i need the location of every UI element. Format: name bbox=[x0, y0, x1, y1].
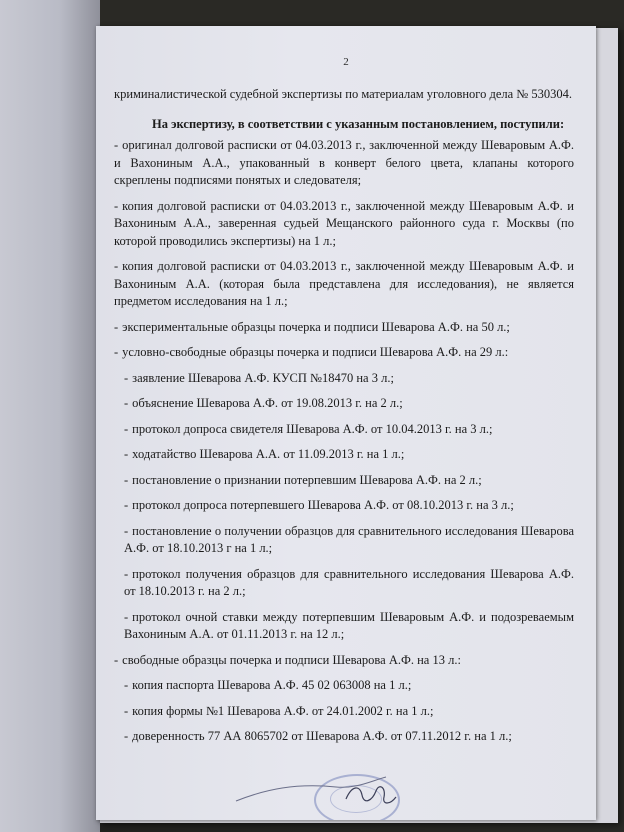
list-dash: - bbox=[124, 498, 129, 512]
signature-stroke-2 bbox=[346, 787, 396, 803]
list-item bbox=[114, 472, 574, 490]
list-dash: - bbox=[124, 703, 129, 718]
list-item-text: копия паспорта Шеварова А.Ф. 45 02 063008 на 1 л.; bbox=[132, 678, 412, 692]
signature-mark bbox=[226, 761, 426, 820]
list-item-text: условно-свободные образцы почерка и подписи Шеварова А.Ф. на 29 л.: bbox=[122, 345, 509, 359]
list-item bbox=[114, 344, 574, 362]
materials-list bbox=[114, 137, 574, 746]
list-dash: - bbox=[114, 259, 119, 273]
page-number: 2 bbox=[343, 56, 349, 68]
list-item bbox=[114, 137, 574, 190]
document-content bbox=[114, 86, 574, 754]
document-page bbox=[96, 26, 596, 820]
list-item-text: постановление о получении образцов для сравнительного исследования Шеварова А.Ф. от 18.10.2013 г на 1 л.; bbox=[124, 523, 574, 555]
list-item-text: протокол очной ставки между потерпевшим Шеваровым А.Ф. и подозреваемым Вахониным А.А. от 01.11.2013 г. на 12 л.; bbox=[124, 609, 574, 641]
list-item-text: протокол получения образцов для сравнительного исследования Шеварова А.Ф. от 18.10.2013 г. на 2 л.; bbox=[124, 566, 574, 598]
list-item bbox=[114, 198, 574, 251]
section-heading: На экспертизу, в соответствии с указанным постановлением, поступили: bbox=[152, 116, 565, 131]
list-dash: - bbox=[124, 729, 129, 743]
list-item-text: копия формы №1 Шеварова А.Ф. от 24.01.2002 г. на 1 л.; bbox=[132, 703, 434, 718]
list-item bbox=[114, 609, 574, 644]
list-dash: - bbox=[124, 370, 129, 385]
list-item-text: постановление о признании потерпевшим Шеварова А.Ф. на 2 л.; bbox=[132, 472, 482, 487]
list-item-text: протокол допроса свидетеля Шеварова А.Ф. от 10.04.2013 г. на 3 л.; bbox=[132, 421, 493, 436]
list-dash: - bbox=[124, 609, 129, 624]
list-item-text: ходатайство Шеварова А.А. от 11.09.2013 г. на 1 л.; bbox=[132, 447, 405, 461]
list-item-text: оригинал долговой расписки от 04.03.2013 г., заключенной между Шеваровым А.Ф. и Вахониным А.А., упакованный в конверт белого цвета, клапаны которого скреплены подписями понятых и следователя; bbox=[114, 138, 574, 187]
list-dash: - bbox=[114, 345, 119, 359]
list-item bbox=[114, 370, 574, 388]
signature-stroke-1 bbox=[236, 777, 386, 801]
list-item-text: экспериментальные образцы почерка и подписи Шеварова А.Ф. на 50 л.; bbox=[122, 319, 510, 334]
list-dash: - bbox=[124, 566, 129, 581]
list-item-text: копия долговой расписки от 04.03.2013 г., заключенной между Шеваровым А.Ф. и Вахониным А.А. (которая была представлена для исследования), не является предметом исследования на 1 л.; bbox=[114, 259, 574, 308]
list-dash: - bbox=[124, 678, 129, 692]
list-dash: - bbox=[114, 319, 119, 334]
list-item bbox=[114, 395, 574, 413]
list-item bbox=[114, 566, 574, 601]
list-dash: - bbox=[124, 523, 129, 538]
list-dash: - bbox=[114, 138, 119, 152]
list-item bbox=[114, 728, 574, 746]
list-dash: - bbox=[114, 652, 119, 667]
list-item bbox=[114, 319, 574, 337]
list-item bbox=[114, 446, 574, 464]
list-item bbox=[114, 421, 574, 439]
background-left-surface bbox=[0, 0, 100, 832]
list-dash: - bbox=[124, 472, 129, 487]
list-item-text: копия долговой расписки от 04.03.2013 г., заключенной между Шеваровым А.Ф. и Вахониным А.А., заверенная судьей Мещанского районного суда г. Москвы (по которой проводились экспертизы) на 1 л.; bbox=[114, 198, 574, 248]
list-dash: - bbox=[124, 447, 129, 461]
intro-paragraph: криминалистической судебной экспертизы по материалам уголовного дела № 530304. bbox=[114, 87, 572, 101]
list-item bbox=[114, 703, 574, 721]
list-item-text: заявление Шеварова А.Ф. КУСП №18470 на 3 л.; bbox=[132, 370, 394, 385]
list-item-text: объяснение Шеварова А.Ф. от 19.08.2013 г. на 2 л.; bbox=[132, 396, 403, 410]
list-item bbox=[114, 497, 574, 515]
list-dash: - bbox=[124, 421, 129, 436]
list-item bbox=[114, 258, 574, 311]
list-item bbox=[114, 652, 574, 670]
list-dash: - bbox=[114, 198, 119, 213]
list-item-text: протокол допроса потерпевшего Шеварова А.Ф. от 08.10.2013 г. на 3 л.; bbox=[132, 498, 514, 512]
list-item-text: доверенность 77 АА 8065702 от Шеварова А.Ф. от 07.11.2012 г. на 1 л.; bbox=[132, 729, 512, 743]
list-dash: - bbox=[124, 396, 129, 410]
list-item bbox=[114, 523, 574, 558]
list-item bbox=[114, 677, 574, 695]
list-item-text: свободные образцы почерка и подписи Шеварова А.Ф. на 13 л.: bbox=[122, 652, 461, 667]
